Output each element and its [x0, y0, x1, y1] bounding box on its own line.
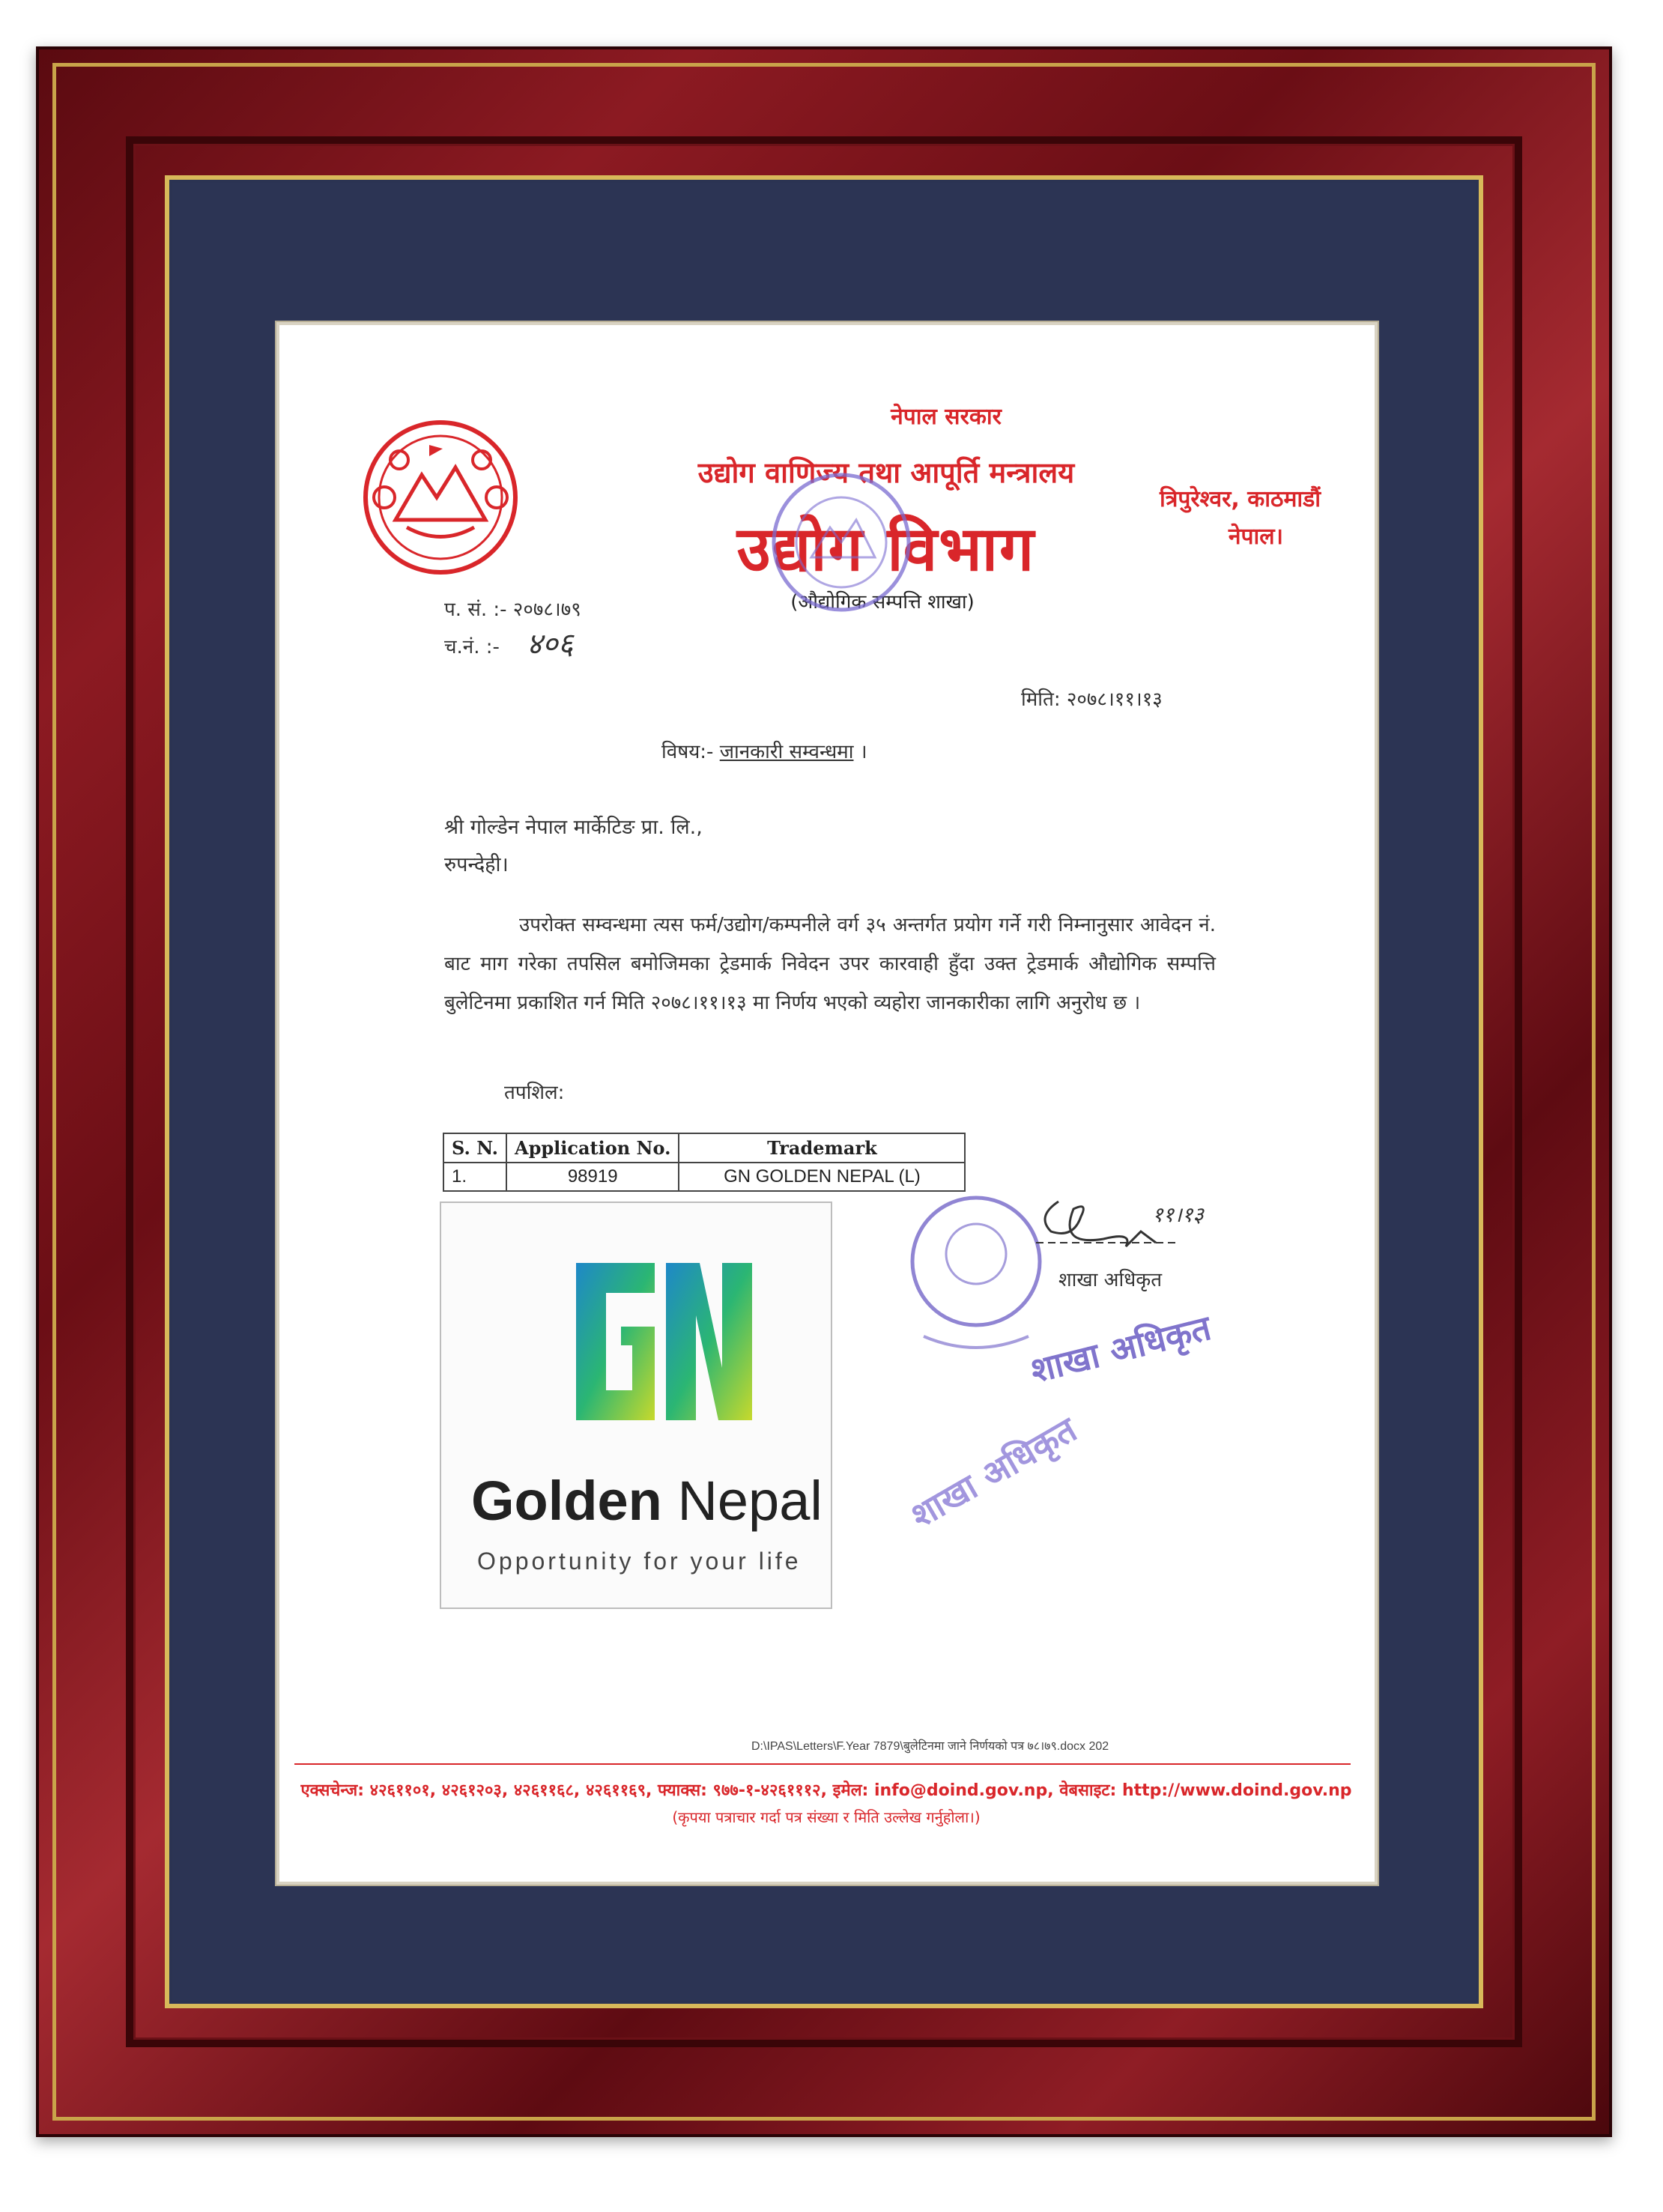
letter-date: मिति: २०७८।११।१३ — [1021, 688, 1163, 711]
subject-label: विषय:- — [661, 741, 714, 763]
table-cell-trademark: GN GOLDEN NEPAL (L) — [679, 1163, 965, 1191]
subject-text: जानकारी सम्वन्धमा — [719, 741, 854, 763]
brand-tagline: Opportunity for your life — [477, 1548, 802, 1575]
column-header: S. N. — [443, 1133, 506, 1163]
column-header: Application No. — [506, 1133, 679, 1163]
gn-logo-icon — [561, 1248, 763, 1435]
table-header-row — [443, 1133, 965, 1163]
nepal-emblem-icon — [354, 415, 527, 580]
correspondence-note: (कृपया पत्राचार गर्दा पत्र संख्या र मिति उल्लेख गर्नुहोला।) — [672, 1808, 981, 1826]
contact-info: एक्सचेन्ज: ४२६११०१, ४२६१२०३, ४२६११६८, ४२६११६९, फ्याक्स: ९७७-१-४२६१११२, इमेल: info@doind.gov.np, वेबसाइट: http://www.doind.gov.np — [300, 1781, 1352, 1800]
ministry-name: उद्योग वाणिज्य तथा आपूर्ति मन्त्रालय — [697, 456, 1075, 489]
letter-document — [276, 322, 1378, 1885]
dispatch-number: ४०६ — [527, 627, 574, 661]
table-cell-sn: 1. — [443, 1163, 506, 1191]
brand-name-light: Nepal — [661, 1470, 823, 1532]
dispatch-label: च.नं. :- — [444, 636, 500, 658]
officer-title: शाखा अधिकृत — [1058, 1269, 1163, 1291]
addressee-location: रुपन्देही। — [444, 853, 509, 876]
reference-number: प. सं. :- २०७८।७९ — [444, 599, 581, 621]
trademark-logo-image — [440, 1202, 832, 1609]
footer-divider — [294, 1763, 1351, 1765]
office-stamp-icon — [766, 467, 916, 617]
schedule-label: तपशिल: — [504, 1082, 565, 1104]
table-row — [443, 1163, 965, 1191]
column-header: Trademark — [679, 1133, 965, 1163]
addressee-name: श्री गोल्डेन नेपाल मार्केटिङ प्रा. लि., — [444, 816, 703, 839]
address-line-2: नेपाल। — [1228, 524, 1283, 550]
department-name: उद्योग विभाग — [736, 514, 1036, 585]
signature-date: ११।१३ — [1152, 1202, 1204, 1227]
subject-end: । — [859, 741, 867, 763]
brand-name-bold: Golden — [471, 1470, 662, 1532]
brand-name — [471, 1469, 823, 1533]
subject-line — [661, 737, 867, 764]
government-name: नेपाल सरकार — [891, 404, 1002, 430]
letter-body: उपरोक्त सम्वन्धमा त्यस फर्म/उद्योग/कम्पनीले वर्ग ३५ अन्तर्गत प्रयोग गर्ने गरी निम्नानुसार आवेदन नं. बाट माग गरेका तपसिल बमोजिमका ट्रेडमार्क निवेदन उपर कारवाही हुँदा उक्त ट्रेडमार्क औद्योगिक सम्पत्ति बुलेटिनमा प्रकाशित गर्न मिति २०७८।११।१३ मा निर्णय भएको व्यहोरा जानकारीका लागि अनुरोध छ । — [444, 914, 1216, 1014]
trademark-table — [443, 1133, 966, 1192]
officer-stamp-faded: शाखा अधिकृत — [903, 1409, 1084, 1536]
table-cell-application-no: 98919 — [506, 1163, 679, 1191]
address-line-1: त्रिपुरेश्वर, काठमाडौं — [1160, 486, 1321, 512]
officer-stamp: शाखा अधिकृत — [1026, 1307, 1215, 1391]
branch-name: (औद्योगिक सम्पत्ति शाखा) — [790, 591, 975, 613]
file-path: D:\IPAS\Letters\F.Year 7879\बुलेटिनमा जाने निर्णयको पत्र ७८।७९.docx 202 — [751, 1740, 1109, 1753]
